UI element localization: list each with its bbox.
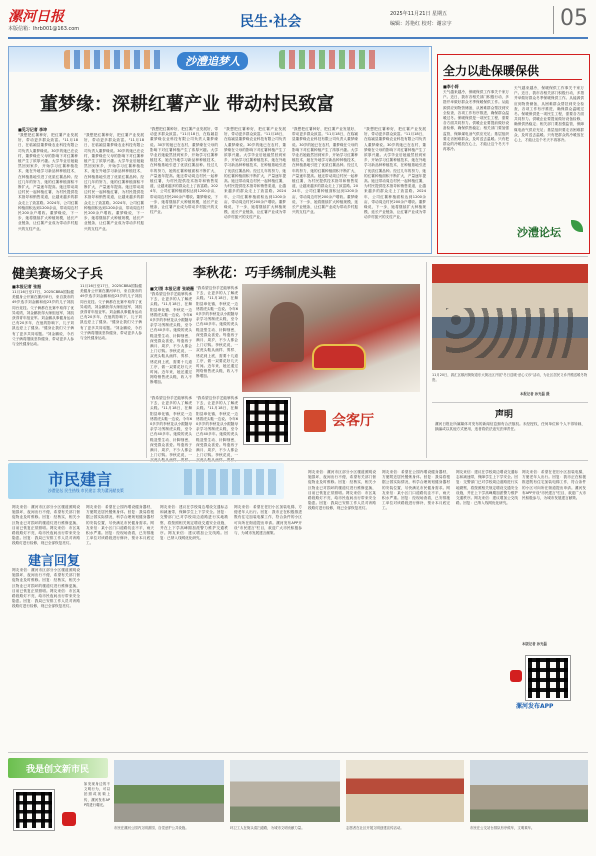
story1-headline: 董梦缘：深耕红薯产业 带动村民致富 — [40, 94, 335, 115]
story1-body-col4: "我想把红薯种好，把红薯产业发展好，带动更多群众致富。"11月18日，在临颍县董梦缘农业科技有限公司负责人董梦缘说。30岁的她已在农村，董梦缘在父母的影响下对红薯种植产生了浓厚兴趣。大学毕业后她毅然回到家乡，开始学习红薯种植技术，她在外地学习新品种种植技术，在种植基地引进了优质红薯品种。经过几年的努力，她的红薯种植面积不断扩大，产量逐年提高。她还带动周边村民一起种植红薯，为村民提供技术指导和销售渠道，让越来越多的群众走上了致富路。2024年，公司红薯种植面积达到1200余亩，带动周边村民200余户增收。董梦缘说，下一步，她将继续扩大种植规模，延长产业链条，让红薯产业成为带动乡村振兴的支柱产业。 — [224, 127, 286, 220]
civic-banner — [8, 463, 284, 499]
shoe-icon — [312, 344, 366, 370]
story1-byline: ■见习记者 李坤 — [18, 127, 48, 132]
city-skyline-icon — [184, 469, 276, 495]
story2-body-col2: "我希望这份手艺能够传承下去，让更多的人了解虎头鞋。"11月18日，在舞阳县章化镇，李秋花一边绣着虎头鞋一边说。今年60多岁的李秋花从小跟随母亲学习绣制虎头鞋，至今已有40多年。她做的虎头鞋造型生动、针脚细密，深受群众喜爱。每逢孩子满月、周岁，不少人都会上门订购。李秋花说，一双虎头鞋从画样、剪样、绣花到上底，需要十几道工序，做一双要花好几天时间。近年来，她还通过网络销售虎头鞋，收入不断增加。 — [196, 286, 238, 379]
story1-body-col3: "我想把红薯种好，把红薯产业发展好，带动更多群众致富。"11月18日，在临颍县董梦缘农业科技有限公司负责人董梦缘说。30岁的她已在农村，董梦缘在父母的影响下对红薯种植产生了浓厚兴趣。大学毕业后她毅然回到家乡，开始学习红薯种植技术，她在外地学习新品种种植技术，在种植基地引进了优质红薯品种。经过几年的努力，她的红薯种植面积不断扩大，产量逐年提高。她还带动周边村民一起种植红薯，为村民提供技术指导和销售渠道，让越来越多的群众走上了致富路。2024年，公司红薯种植面积达到1200余亩，带动周边村民200余户增收。董梦缘说，下一步，她将继续扩大种植规模，延长产业链条，让红薯产业成为带动乡村振兴的支柱产业。 — [150, 127, 218, 215]
civic-credit: 本版记者 孙光磊 — [522, 642, 547, 646]
story2-byline: ■文/图 本报记者 张晓薇 — [150, 286, 195, 291]
civic-col1-top: 网友来信：漯河市区部分小区楼道照明设施损坏，夜间出行不便，希望有关部门督促物业及时维修。回复：经核实，相关小区物业已对损坏的楼道灯进行维修更换，目前已恢复正常照明。网友来信：市区某路段路灯不亮，给市民夜间出行带来安全隐患。回复：我局已安排工作人员对该路段路灯进行检修，现已全部恢复亮灯。 — [12, 505, 80, 546]
bottom-photo-2 — [230, 760, 340, 822]
editorial-body-col2: 天气越来越冷，保暖保供工作事关千家万户。近日，我市各相关部门积极行动，多措并举做好群众冬季保暖保供工作。从能源供应到物资储备，从困难群众帮扶到安全检查，各项工作有序推进，确保群众温暖过冬。保暖保供是一项民生工程，需要各方面共同努力。供暖企业要提前做好设备检修，确保供热稳定；相关部门要加强监管，保障煤电油气供应充足；基层组织要走访困难群众，及时送去温暖。只有把群众的冷暖放在心上，才能让这个冬天不再寒冷。 — [514, 86, 584, 143]
page-number: 05 — [560, 6, 588, 31]
crowd-icon — [446, 308, 574, 358]
story3-headline: 健美赛场父子兵 — [12, 267, 104, 282]
app-qr-code[interactable] — [526, 656, 570, 700]
banner-people-icon — [64, 50, 164, 69]
bottom-caption-3: 志愿者在社区开展文明创建宣传活动。 — [346, 826, 404, 830]
editorial-headline: 全力以赴保暖保供 — [443, 64, 540, 78]
story3-body-col1: 11月16日至17日，2025CBBA国际健美健身公开赛在漯河举行，来自我市的49岁选手刘金鹏和他23岁的儿子刘凯同台竞技。父子俩都在比赛中取得了优异成绩，刘金鹏获得大师组冠军，刘凯获得青年组亚军。刘金鹏从事健身运动已有20多年，在他的影响下，儿子刘凯也爱上了健身。"健身让我们父子俩有了更多共同话题。"刘金鹏说，今后父子俩将继续坚持健身，带动更多人参与全民健身运动。 — [12, 290, 74, 347]
editor-line: 编辑：苏艳红 校对：谢宗宇 — [390, 21, 452, 27]
masthead — [8, 6, 588, 38]
bottom-banner — [8, 758, 108, 778]
story2-photo — [242, 284, 420, 392]
bottom-side-text: 如发现身边的不文明行为，可以拍照或视频上传，漯河发布APP将进行曝光。 — [84, 782, 110, 807]
person-silhouette-icon — [270, 302, 304, 362]
bottom-qr-code[interactable] — [14, 790, 54, 830]
story2-body-col3: "我希望这份手艺能够传承下去，让更多的人了解虎头鞋。"11月18日，在舞阳县章化镇，李秋花一边绣着虎头鞋一边说。今年60多岁的李秋花从小跟随母亲学习绣制虎头鞋，至今已有40多年。她做的虎头鞋造型生动、针脚细密，深受群众喜爱。每逢孩子满月、周岁，不少人都会上门订购。李秋花说，一 — [150, 396, 192, 458]
story1-body-col5: "我想把红薯种好，把红薯产业发展好，带动更多群众致富。"11月18日，在临颍县董梦缘农业科技有限公司负责人董梦缘说。30岁的她已在农村，董梦缘在父母的影响下对红薯种植产生了浓厚兴趣。大学毕业后她毅然回到家乡，开始学习红薯种植技术，她在外地学习新品种种植技术，在种植基地引进了优质红薯品种。经过几年的努力，她的红薯种植面积不断扩大，产量逐年提高。她还带动周边村民一起种植红薯，为村民提供技术指导和销售渠道，让越来越多的群众走上了致富路。2024年，公司红薯种植面积达到1200余亩，带动周边村民200余户增收。董梦缘说，下一步，她将继续扩大种植规模，延长产业链条，让红薯产业成为带动乡村振兴的支柱产业。 — [292, 127, 358, 215]
banner-people-right-icon — [279, 50, 379, 69]
story2-headline: 李秋花：巧手绣制虎头鞋 — [193, 266, 337, 281]
section-title: 民生·社会 — [240, 14, 302, 30]
story3-byline: ■本报记者 张振 — [12, 284, 42, 289]
app-icon[interactable] — [510, 670, 522, 682]
civic-banner-subtitle: 沙澧论坛 民生热线 市民建言 我为漯河献良策 — [48, 488, 124, 493]
event-photo-credit: 本报记者 孙光磊 摄 — [520, 392, 550, 396]
civic-col3: 网友来信：建议在学校周边增设交通标志和减速带，保障学生上下学安全。回复：交警部门已对学校周边道路进行实地勘察，将按照相关规定增设交通安全设施，并在上下学高峰期加派警力维护交通秩序。网友来信：建议增加公交线路。回复：已纳入线网优化研究。 — [160, 505, 228, 541]
event-photo-caption: 11月20日，源汇区顺河街街道东大街社区开展"冬日送暖·爱心义诊"活动，为社区居民义诊并赠送暖冬物资。 — [432, 373, 588, 382]
bottom-app-icon[interactable] — [62, 812, 76, 826]
civic-col4: 网友来信：希望在老旧小区加装电梯，方便老年人出行。回复：我市正在积极推进既有住宅加装电梯工作，符合条件的小区可向所在街道提出申请。漯河发布APP开设"市民建言"栏目，欢迎广大市民积极参与，为城市发展建言献策。 — [234, 505, 302, 536]
event-photo — [432, 264, 588, 370]
story1-body-col1: "我想把红薯种好，把红薯产业发展好，带动更多群众致富。"11月18日，在临颍县董梦缘农业科技有限公司负责人董梦缘说。30岁的她已在农村，董梦缘在父母的影响下对红薯种植产生了浓厚兴趣。大学毕业后她毅然回到家乡，开始学习红薯种植技术，她在外地学习新品种种植技术，在种植基地引进了优质红薯品种。经过几年的努力，她的红薯种植面积不断扩大，产量逐年提高。她还带动周边村民一起种植红薯，为村民提供技术指导和销售渠道，让越来越多的群众走上了致富路。2024年，公司红薯种植面积达到1200余亩，带动周边村民200余户增收。董梦缘说，下一步，她将继续扩大种植规模，延长产业链条，让红薯产业成为带动乡村振兴的支柱产业。 — [18, 133, 78, 231]
bottom-caption-1: 市民在漯河公园内文明游园，自觉爱护公共设施。 — [114, 826, 189, 830]
story2-body-col1: "我希望这份手艺能够传承下去，让更多的人了解虎头鞋。"11月18日，在舞阳县章化镇，李秋花一边绣着虎头鞋一边说。今年60多岁的李秋花从小跟随母亲学习绣制虎头鞋，至今已有40多年。她做的虎头鞋造型生动、针脚细密，深受群众喜爱。每逢孩子满月、周岁，不少人都会上门订购。李秋花说，一双虎头鞋从画样、剪样、绣花到上底，需要十几道工序，做一双要花好几天时间。近年来，她还通过网络销售虎头鞋，收入不断增加。 — [150, 292, 192, 385]
commentary-label: 沙澧论坛 — [517, 226, 561, 239]
bottom-caption-2: 环卫工人在街头清扫道路，为城市文明贡献力量。 — [230, 826, 305, 830]
editorial-body-col1: 天气越来越冷，保暖保供工作事关千家万户。近日，我市各相关部门积极行动，多措并举做好群众冬季保暖保供工作。从能源供应到物资储备，从困难群众帮扶到安全检查，各项工作有序推进，确保群众温暖过冬。保暖保供是一项民生工程，需要各方面共同努力。供暖企业要提前做好设备检修，确保供热稳定；相关部门要加强监管，保障煤电油气供应充足；基层组织要走访困难群众，及时送去温暖。只有把群众的冷暖放在心上，才能让这个冬天不再寒冷。 — [443, 90, 509, 152]
issue-date: 2025年11月21日 星期五 — [390, 11, 448, 17]
civic-banner-title: 市民建言 — [48, 470, 113, 489]
newspaper-logo: 漯河日报 — [8, 9, 64, 25]
civic-col6: 网友来信：希望在公园内增设健身器材，方便附近居民锻炼身体。回复：我局将根据公园实际情况，科学合理规划健身器材的安装位置，尽快满足市民健身需求。网友来信：某小区门口道路坑洼不平，雨天积水严重。回复：经现场查看，已安排施工单位对该路段进行修补，预计本月底完工。 — [382, 470, 450, 511]
banner-strip — [9, 47, 429, 72]
bottom-photo-1 — [114, 760, 224, 822]
story1-body-col2: "我想把红薯种好，把红薯产业发展好，带动更多群众致富。"11月18日，在临颍县董梦缘农业科技有限公司负责人董梦缘说。30岁的她已在农村，董梦缘在父母的影响下对红薯种植产生了浓厚兴趣。大学毕业后她毅然回到家乡，开始学习红薯种植技术，她在外地学习新品种种植技术，在种植基地引进了优质红薯品种。经过几年的努力，她的红薯种植面积不断扩大，产量逐年提高。她还带动周边村民一起种植红薯，为村民提供技术指导和销售渠道，让越来越多的群众走上了致富路。2024年，公司红薯种植面积达到1200余亩，带动周边村民200余户增收。董梦缘说，下一步，她将继续扩大种植规模，延长产业链条，让红薯产业成为带动乡村振兴的支柱产业。 — [84, 133, 144, 231]
reply-title: 建言回复 — [28, 554, 81, 569]
civic-col8: 网友来信：希望在老旧小区加装电梯，方便老年人出行。回复：我市正在积极推进既有住宅加装电梯工作，符合条件的小区可向所在街道提出申请。漯河发布APP开设"市民建言"栏目，欢迎广大市民积极参与，为城市发展建言献策。 — [522, 470, 587, 501]
story3-body-col2: 11月16日至17日，2025CBBA国际健美健身公开赛在漯河举行，来自我市的49岁选手刘金鹏和他23岁的儿子刘凯同台竞技。父子俩都在比赛中取得了优异成绩，刘金鹏获得大师组冠军，刘凯获得青年组亚军。刘金鹏从事健身运动已有20多年，在他的影响下，儿子刘凯也爱上了健身。"健身让我们父子俩有了更多共同话题。"刘金鹏说，今后父子俩将继续坚持健身，带动更多人参与全民健身运动。 — [80, 284, 142, 341]
banner-title: 沙澧追梦人 — [177, 52, 248, 70]
civic-col1: 网友来信：漯河市区部分小区楼道照明设施损坏，夜间出行不便，希望有关部门督促物业及时维修。回复：经核实，相关小区物业已对损坏的楼道灯进行维修更换，目前已恢复正常照明。网友来信：市区某路段路灯不亮，给市民夜间出行带来安全隐患。回复：我局已安排工作人员对该路段路灯进行检修，现已全部恢复亮灯。 — [12, 568, 80, 609]
app-label: 漯河发布APP — [516, 703, 554, 710]
leaf-icon — [571, 220, 583, 232]
bottom-caption-4: 市民在公交站台排队有序候车，文明乘车。 — [470, 826, 535, 830]
gongzuoting-logo — [300, 400, 420, 440]
hotline: 本版信箱：lhrb001@163.com — [8, 26, 80, 32]
gongzuoting-label: 会客厅 — [332, 413, 374, 429]
commentary-logo — [515, 218, 585, 248]
statement-body: 漯河日报社所属媒体对发布的新闻信息拥有合法版权。未经授权，任何单位和个人不得转载、摘编或以其他方式使用，违者将依法追究法律责任。 — [435, 422, 585, 432]
bottom-photo-3 — [346, 760, 464, 822]
statement-title: 声明 — [495, 410, 514, 420]
bottom-banner-title: 我是创文新市民 — [26, 765, 90, 775]
story2-qr-code[interactable] — [244, 398, 290, 444]
editorial-byline: ■李小将 — [443, 84, 459, 89]
story1-body-col6: "我想把红薯种好，把红薯产业发展好，带动更多群众致富。"11月18日，在临颍县董梦缘农业科技有限公司负责人董梦缘说。30岁的她已在农村，董梦缘在父母的影响下对红薯种植产生了浓厚兴趣。大学毕业后她毅然回到家乡，开始学习红薯种植技术，她在外地学习新品种种植技术，在种植基地引进了优质红薯品种。经过几年的努力，她的红薯种植面积不断扩大，产量逐年提高。她还带动周边村民一起种植红薯，为村民提供技术指导和销售渠道，让越来越多的群众走上了致富路。2024年，公司红薯种植面积达到1200余亩，带动周边村民200余户增收。董梦缘说，下一步，她将继续扩大种植规模，延长产业链条，让红薯产业成为带动乡村振兴的支柱产业。 — [364, 127, 426, 220]
bottom-photo-4 — [470, 760, 588, 822]
building-icon — [304, 410, 326, 432]
civic-col2: 网友来信：希望在公园内增设健身器材，方便附近居民锻炼身体。回复：我局将根据公园实际情况，科学合理规划健身器材的安装位置，尽快满足市民健身需求。网友来信：某小区门口道路坑洼不平，雨天积水严重。回复：经现场查看，已安排施工单位对该路段进行修补，预计本月底完工。 — [86, 505, 154, 546]
civic-col5: 网友来信：漯河市区部分小区楼道照明设施损坏，夜间出行不便，希望有关部门督促物业及时维修。回复：经核实，相关小区物业已对损坏的楼道灯进行维修更换，目前已恢复正常照明。网友来信：市区某路段路灯不亮，给市民夜间出行带来安全隐患。回复：我局已安排工作人员对该路段路灯进行检修，现已全部恢复亮灯。 — [308, 470, 376, 511]
civic-col7: 网友来信：建议在学校周边增设交通标志和减速带，保障学生上下学安全。回复：交警部门已对学校周边道路进行实地勘察，将按照相关规定增设交通安全设施，并在上下学高峰期加派警力维护交通秩序。网友来信：建议增加公交线路。回复：已纳入线网优化研究。 — [456, 470, 518, 506]
story2-body-col4: "我希望这份手艺能够传承下去，让更多的人了解虎头鞋。"11月18日，在舞阳县章化镇，李秋花一边绣着虎头鞋一边说。今年60多岁的李秋花从小跟随母亲学习绣制虎头鞋，至今已有40多年。她做的虎头鞋造型生动、针脚细密，深受群众喜爱。每逢孩子满月、周岁，不少人都会上门订购。李秋花说，一 — [196, 396, 238, 458]
